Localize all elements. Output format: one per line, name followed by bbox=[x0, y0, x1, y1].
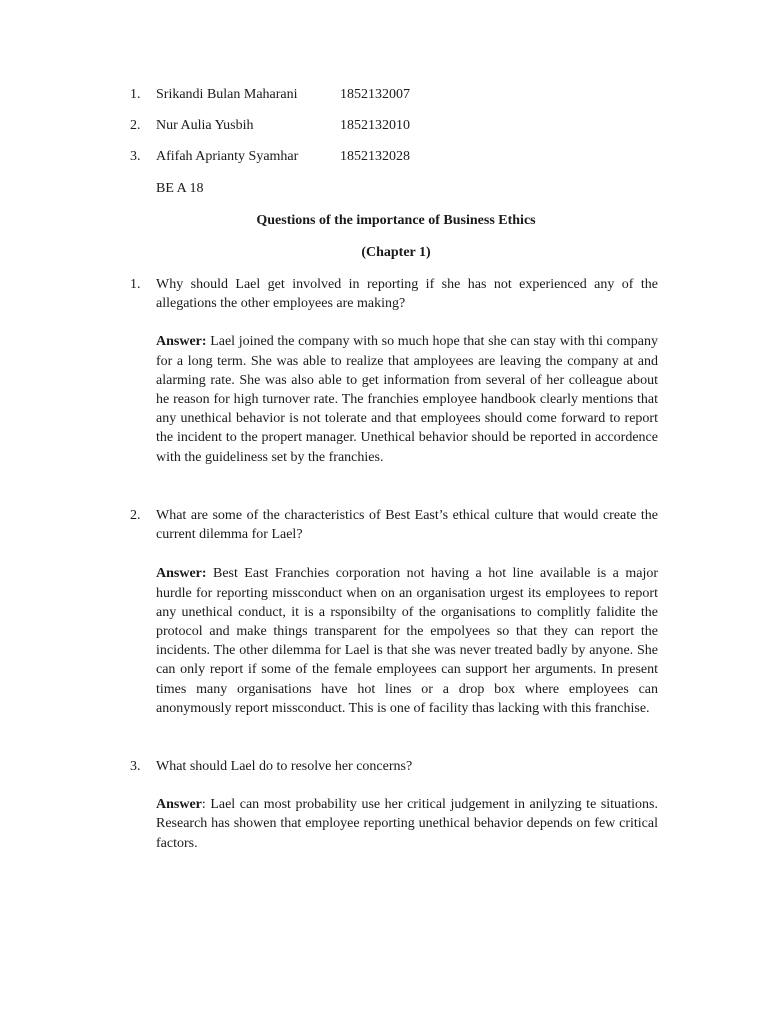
member-student-id: 1852132007 bbox=[340, 87, 410, 102]
answer-paragraph bbox=[156, 564, 658, 718]
question-block bbox=[130, 506, 658, 718]
document-subtitle: (Chapter 1) bbox=[361, 245, 431, 260]
answer-text: Best East Franchies corporation not having a hot line available is a major hurdle for reporting missconduct when on an organisation urgest its employees to report any unethical conduct, it is a rsponsibilty of the organisations to complitly falidite the protocol and make things transparent for the empolyees so that they can report the incidents. The other dilemma for Lael is that she was never treated badly by anyone. She can only report if some of the female employees can support her arguments. In present times many organisations have hot lines or a drop box where employees can anonymously report missconduct. This is one of facility thas lacking with this franchise. bbox=[156, 566, 658, 716]
question-number: 1. bbox=[130, 277, 141, 292]
question-block bbox=[130, 757, 658, 853]
answer-paragraph bbox=[156, 795, 658, 853]
answer-label: Answer: bbox=[156, 566, 207, 582]
question-text: What should Lael do to resolve her concerns? bbox=[156, 759, 413, 774]
answer-label: Answer bbox=[156, 797, 202, 813]
member-name: Nur Aulia Yusbih bbox=[156, 118, 254, 133]
list-number: 3. bbox=[130, 149, 141, 164]
question-text: Why should Lael get involved in reporting if she has not experienced any of the allegations the other employees are making? bbox=[156, 277, 658, 312]
member-name: Afifah Aprianty Syamhar bbox=[156, 149, 299, 164]
question-number: 3. bbox=[130, 759, 141, 774]
question-block bbox=[130, 275, 658, 467]
question-number: 2. bbox=[130, 508, 141, 523]
list-number: 2. bbox=[130, 118, 141, 133]
member-name: Srikandi Bulan Maharani bbox=[156, 87, 298, 102]
question-text: What are some of the characteristics of Best East’s ethical culture that would create the current dilemma for Lael? bbox=[156, 508, 658, 543]
answer-paragraph bbox=[156, 332, 658, 466]
class-code: BE A 18 bbox=[156, 181, 204, 196]
answer-label: Answer: bbox=[156, 334, 207, 350]
member-student-id: 1852132010 bbox=[340, 118, 410, 133]
document-title: Questions of the importance of Business Ethics bbox=[256, 213, 536, 228]
member-student-id: 1852132028 bbox=[340, 149, 410, 164]
answer-text: : Lael can most probability use her critical judgement in anilyzing te situations. Research has showen that employee reporting unethical behavior depends on few critical factors. bbox=[156, 797, 658, 851]
answer-text: Lael joined the company with so much hope that she can stay with thi company for a long term. She was able to realize that amployees are leaving the company at and alarming rate. She was also able to get information from several of her colleague about he reason for high turnover rate. The franchies employee handbook clearly mentions that any unethical behavior is not tolerate and that employees should come forward to report the incident to the propert manager. Unethical behavior should be reported in accordence with the guideliness set by the franchies. bbox=[156, 334, 658, 465]
list-number: 1. bbox=[130, 87, 141, 102]
